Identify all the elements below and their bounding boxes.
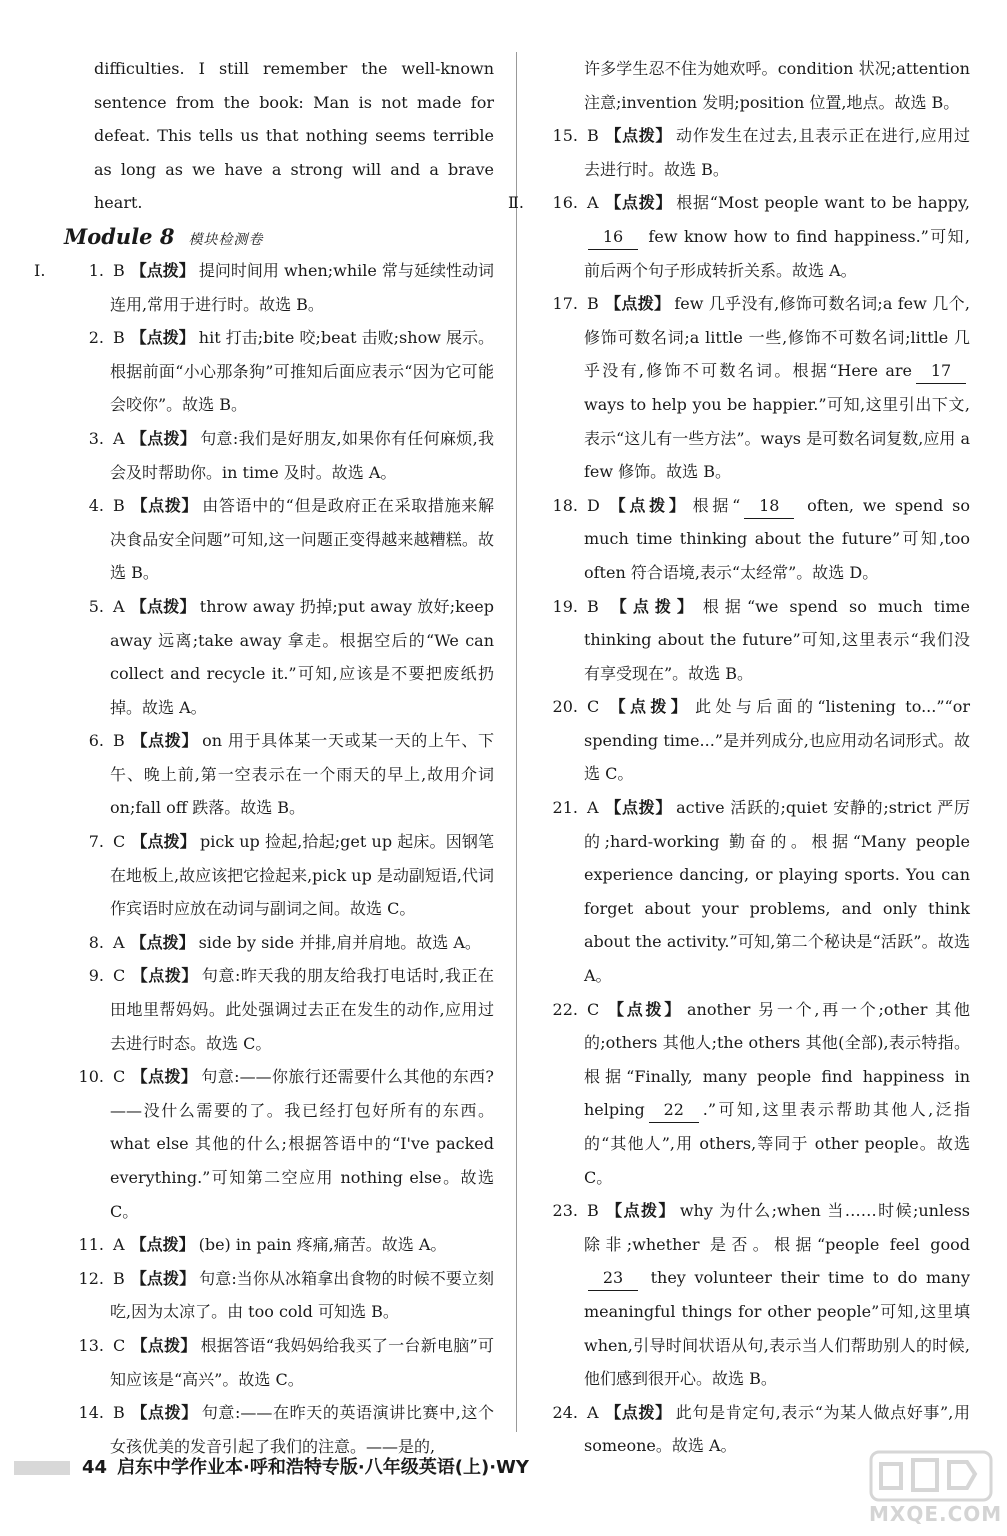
- explanation-text: 句意:——你旅行还需要什么其他的东西? ——没什么需要的了。我已经打包好所有的东西。what else 其他的什么;根据答语中的“I've packed everything.”可知第二空应用 nothing else。故选 C。: [110, 1067, 494, 1221]
- item-number-text: 11.: [78, 1235, 104, 1255]
- footer-decoration: [14, 1461, 70, 1475]
- item-number-text: 23.: [552, 1201, 578, 1221]
- answer-item: [64, 321, 494, 422]
- hint-tag: 【点拨】: [130, 260, 195, 280]
- explanation-text: 根据“we spend so much time thinking about the future”可知,这里表示“我们没有享受现在”。故选 B。: [584, 596, 970, 683]
- hint-tag: 【点拨】: [130, 1268, 196, 1288]
- explanation-text: few know how to find happiness.”可知,前后两个句子形成转折关系。故选 A。: [584, 226, 970, 280]
- explanation-text: .”可知,这里表示帮助其他人,泛指的“其他人”,用 others,等同于 other people。故选 C。: [584, 1100, 970, 1187]
- hint-tag: 【点拨】: [130, 496, 199, 516]
- item-number: [64, 825, 104, 859]
- item-number-text: 1.: [88, 260, 104, 280]
- item-number: [64, 1329, 104, 1363]
- item-number-text: 22.: [552, 999, 578, 1019]
- answer-letter: B: [587, 1201, 599, 1221]
- answer-item: [538, 590, 970, 691]
- hint-tag: 【点拨】: [130, 428, 197, 448]
- hint-tag: 【点拨】: [604, 294, 671, 314]
- book-title: 启东中学作业本·呼和浩特专版·八年级英语(上)·WY: [117, 1457, 529, 1478]
- item-number: [64, 724, 104, 758]
- left-answer-list: [34, 254, 494, 1463]
- section-marker: Ⅰ.: [34, 260, 46, 280]
- item-number-text: 14.: [78, 1403, 104, 1423]
- intro-paragraph: difficulties. I still remember the well-known sentence from the book: Man is not made for defeat. This tells us that nothing seems terrible as long as we have a strong will and a brave heart.: [94, 59, 494, 213]
- footer-text: [82, 1448, 529, 1488]
- item-number-text: 20.: [552, 697, 578, 717]
- item-number: [64, 1262, 104, 1296]
- module-subtitle: 模块检测卷: [188, 231, 264, 248]
- watermark-url: MXQE.COM: [869, 1502, 1003, 1526]
- answer-letter: C: [113, 832, 126, 852]
- explanation-text: 根据“: [692, 495, 741, 515]
- column-divider: [516, 52, 517, 1432]
- item-number: [538, 1194, 578, 1228]
- item-number-text: 2.: [88, 328, 104, 348]
- answer-item: [64, 825, 494, 926]
- explanation-text: 句意:昨天我的朋友给我打电话时,我正在田地里帮妈妈。此处强调过去正在发生的动作,应用过去进行时态。故选 C。: [110, 966, 494, 1053]
- answer-letter: C: [113, 1335, 126, 1355]
- answer-item: [64, 1228, 494, 1262]
- answer-letter: B: [113, 328, 125, 348]
- hint-tag: 【点拨】: [130, 1403, 198, 1423]
- blank-number: 18: [744, 494, 794, 519]
- explanation-text: why 为什么;when 当……时候;unless 除非;whether 是否。根据“people feel good: [584, 1201, 970, 1254]
- item-number: [64, 422, 104, 456]
- explanation-text: 根据答语“我妈妈给我买了一台新电脑”可知应该是“高兴”。故选 C。: [110, 1335, 494, 1389]
- module-title: Module 8: [64, 223, 175, 249]
- answer-letter: A: [113, 1235, 125, 1255]
- explanation-text: 提问时间用 when;while 常与延续性动词连用,常用于进行时。故选 B。: [110, 260, 494, 314]
- item-number: [34, 254, 104, 288]
- item-number: [538, 119, 578, 153]
- hint-tag: 【点拨】: [131, 1067, 198, 1087]
- hint-tag: 【点拨】: [604, 1201, 676, 1221]
- explanation-text: (be) in pain 疼痛,痛苦。故选 A。: [198, 1235, 447, 1255]
- answer-item: [34, 254, 494, 321]
- hint-tag: 【点拨】: [130, 932, 195, 952]
- answer-letter: B: [587, 126, 599, 146]
- item-number: [64, 1228, 104, 1262]
- answer-letter: C: [113, 966, 126, 986]
- item-number: [64, 926, 104, 960]
- answer-item: [538, 690, 970, 791]
- hint-tag: 【点拨】: [605, 999, 684, 1019]
- explanation-text: pick up 捡起,拾起;get up 起床。因钢笔在地板上,故应该把它捡起来,pick up 是动副短语,代词作宾语时应放在动词与副词之间。故选 C。: [110, 832, 494, 919]
- hint-tag: 【点拨】: [131, 832, 196, 852]
- item-number: [64, 321, 104, 355]
- answer-item: [64, 926, 494, 960]
- hint-tag: 【点拨】: [604, 126, 673, 146]
- answer-letter: A: [113, 428, 125, 448]
- item-number-text: 8.: [88, 932, 104, 952]
- explanation-text: 句意:我们是好朋友,如果你有任何麻烦,我会及时帮助你。in time 及时。故选 A。: [110, 428, 494, 482]
- hint-tag: 【点拨】: [130, 328, 195, 348]
- answer-item: [64, 724, 494, 825]
- item-number-text: 24.: [552, 1402, 578, 1422]
- item-number: [538, 590, 578, 624]
- item-number-text: 15.: [552, 126, 578, 146]
- answer-item: [508, 186, 970, 287]
- left-column: [34, 52, 494, 1463]
- item-number: [538, 690, 578, 724]
- section-marker: Ⅱ.: [508, 193, 524, 213]
- answer-letter: A: [113, 932, 125, 952]
- explanation-text: often, we spend so much time thinking about the future”可知,too often 符合语境,表示“太经常”。故选 D。: [584, 495, 970, 582]
- answer-item: [64, 1329, 494, 1396]
- item-number: [508, 186, 578, 220]
- answer-item: [64, 590, 494, 724]
- item-number-text: 16.: [552, 193, 578, 213]
- item-number: [538, 489, 578, 523]
- blank-number: 23: [588, 1266, 638, 1291]
- item-number-text: 7.: [88, 832, 104, 852]
- item-number-text: 18.: [552, 495, 578, 515]
- answer-letter: C: [587, 697, 600, 717]
- explanation-text: hit 打击;bite 咬;beat 击败;show 展示。根据前面“小心那条狗”可推知后面应表示“因为它可能会咬你”。故选 B。: [110, 328, 494, 415]
- item-number-text: 9.: [88, 966, 104, 986]
- item-number: [64, 590, 104, 624]
- explanation-text: 根据“Most people want to be happy,: [676, 193, 970, 213]
- continuation-paragraph: 许多学生忍不住为她欢呼。condition 状况;attention 注意;invention 发明;position 位置,地点。故选 B。: [584, 59, 970, 112]
- explanation-text: few 几乎没有,修饰可数名词;a few 几个,修饰可数名词;a little 一些,修饰不可数名词;little 几乎没有,修饰不可数名词。根据“Here are: [584, 294, 970, 381]
- hint-tag: 【点拨】: [131, 966, 198, 986]
- explanation-text: side by side 并排,肩并肩地。故选 A。: [198, 932, 481, 952]
- hint-tag: 【点拨】: [604, 1402, 672, 1422]
- answer-letter: B: [113, 496, 125, 516]
- answer-letter: B: [113, 1403, 125, 1423]
- answer-letter: A: [587, 193, 599, 213]
- answer-letter: A: [113, 596, 125, 616]
- explanation-text: 此句是肯定句,表示“为某人做点好事”,用 someone。故选 A。: [584, 1402, 970, 1456]
- explanation-text: 句意:当你从冰箱拿出食物的时候不要立刻吃,因为太凉了。由 too cold 可知选 B。: [110, 1268, 494, 1322]
- item-number-text: 3.: [88, 428, 104, 448]
- hint-tag: 【点拨】: [604, 193, 673, 213]
- item-number-text: 5.: [88, 596, 104, 616]
- answer-item: [538, 287, 970, 489]
- hint-tag: 【点拨】: [130, 1235, 195, 1255]
- hint-tag: 【点拨】: [605, 495, 689, 515]
- item-number-text: 4.: [88, 496, 104, 516]
- answer-item: [538, 791, 970, 993]
- answer-item: [538, 119, 970, 186]
- item-number-text: 19.: [552, 596, 578, 616]
- explanation-text: 此处与后面的“listening to...”“or spending time...”是并列成分,也应用动名词形式。故选 C。: [584, 697, 970, 784]
- hint-tag: 【点拨】: [604, 798, 673, 818]
- page-number: 44: [82, 1457, 108, 1478]
- blank-number: 17: [916, 359, 966, 384]
- watermark: [869, 1446, 1003, 1528]
- answer-letter: B: [113, 1268, 125, 1288]
- answer-item: [538, 1194, 970, 1396]
- answer-letter: A: [587, 798, 599, 818]
- explanation-text: on 用于具体某一天或某一天的上午、下午、晚上前,第一空表示在一个雨天的早上,故用介词 on;fall off 跌落。故选 B。: [110, 731, 494, 818]
- page-footer: [0, 1448, 1007, 1488]
- answer-item: [64, 959, 494, 1060]
- item-number-text: 10.: [78, 1067, 104, 1087]
- explanation-text: 动作发生在过去,且表示正在进行,应用过去进行时。故选 B。: [584, 126, 970, 179]
- hint-tag: 【点拨】: [130, 596, 196, 616]
- item-number: [538, 791, 578, 825]
- answer-letter: A: [587, 1402, 599, 1422]
- explanation-text: another 另一个,再一个;other 其他的;others 其他人;the others 其他(全部),表示特指。根据“Finally, many people find happiness in helping: [584, 999, 970, 1120]
- right-answer-list: [508, 119, 970, 1463]
- answer-letter: B: [587, 294, 599, 314]
- answer-item: [538, 489, 970, 590]
- item-number: [64, 1060, 104, 1094]
- blank-number: 22: [649, 1098, 699, 1123]
- explanation-text: 由答语中的“但是政府正在采取措施来解决食品安全问题”可知,这一问题正变得越来越糟糕。故选 B。: [110, 496, 494, 583]
- hint-tag: 【点拨】: [604, 596, 699, 616]
- item-number-text: 17.: [552, 294, 578, 314]
- explanation-text: throw away 扔掉;put away 放好;keep away 远离;take away 拿走。根据空后的“We can collect and recycle it.”可知,应该是不要把废纸扔掉。故选 A。: [110, 596, 494, 717]
- blank-number: 16: [588, 225, 638, 250]
- item-number-text: 21.: [552, 798, 578, 818]
- item-number-text: 13.: [78, 1335, 104, 1355]
- item-number: [538, 993, 578, 1027]
- item-number: [64, 959, 104, 993]
- module-heading: [64, 220, 494, 254]
- answer-letter: B: [587, 596, 599, 616]
- explanation-text: active 活跃的;quiet 安静的;strict 严厉的;hard-working 勤奋的。根据“Many people experience dancing, or playing sports. You can forget about your problems, and only think about the activity.”可知,第二个秘诀是“活跃”。故选 A。: [584, 798, 970, 986]
- answer-item: [538, 993, 970, 1195]
- hint-tag: 【点拨】: [131, 1335, 197, 1355]
- answer-letter: B: [113, 731, 125, 751]
- answer-letter: C: [587, 999, 600, 1019]
- explanation-text: they volunteer their time to do many meaningful things for other people”可知,这里填 when,引导时间状语从句,表示当人们帮助别人的时候,他们感到很开心。故选 B。: [584, 1268, 970, 1389]
- hint-tag: 【点拨】: [605, 697, 692, 717]
- answer-letter: D: [587, 495, 600, 515]
- right-column: [508, 52, 970, 1463]
- item-number-text: 12.: [78, 1268, 104, 1288]
- explanation-text: ways to help you be happier.”可知,这里引出下文,表示“这儿有一些方法”。ways 是可数名词复数,应用 a few 修饰。故选 B。: [584, 394, 970, 482]
- item-number: [64, 1396, 104, 1430]
- item-number: [64, 489, 104, 523]
- hint-tag: 【点拨】: [130, 731, 199, 751]
- item-number: [538, 287, 578, 321]
- answer-letter: B: [113, 260, 125, 280]
- answer-item: [64, 1262, 494, 1329]
- answer-letter: C: [113, 1067, 126, 1087]
- answer-item: [64, 489, 494, 590]
- answer-item: [64, 1060, 494, 1228]
- watermark-logo-icon: [869, 1446, 993, 1504]
- item-number: [538, 1396, 578, 1430]
- explanation-text: 句意:——在昨天的英语演讲比赛中,这个女孩优美的发音引起了我们的注意。——是的,: [110, 1403, 494, 1456]
- answer-item: [64, 422, 494, 489]
- item-number-text: 6.: [88, 731, 104, 751]
